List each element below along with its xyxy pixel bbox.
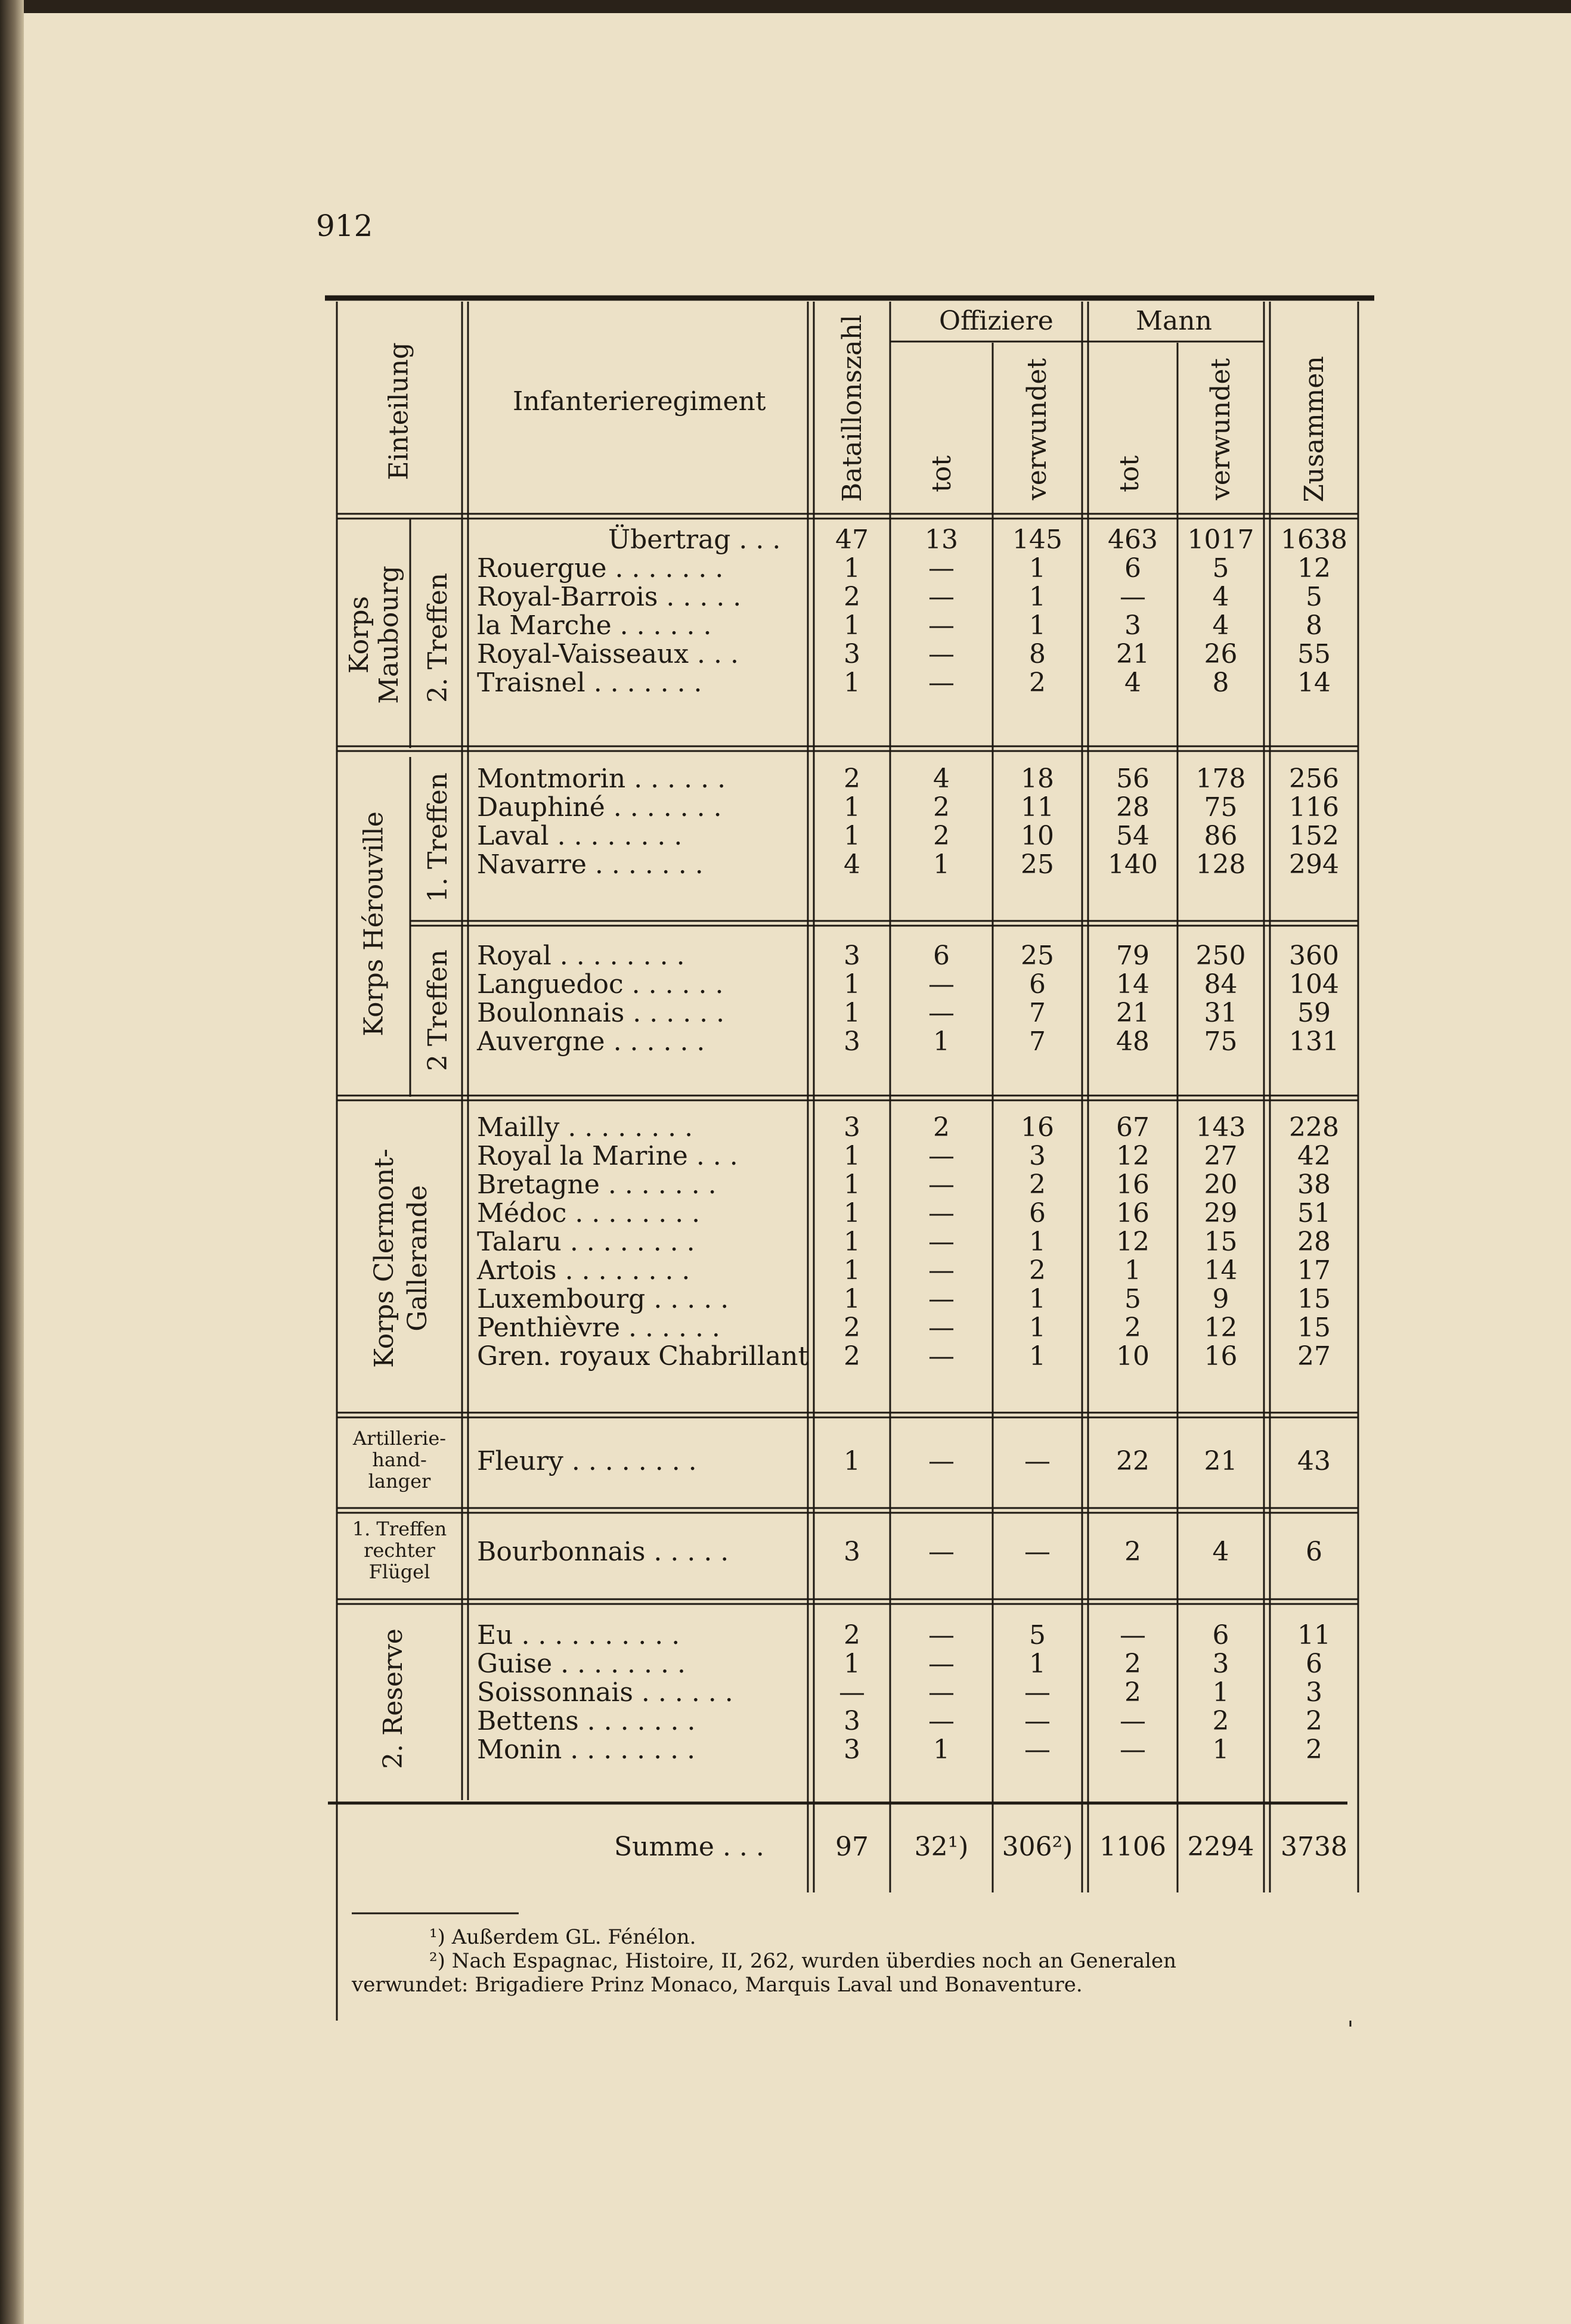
cell-navarre-z: 294 (1289, 849, 1339, 880)
cell-guise-mt: 2 (1124, 1649, 1141, 1679)
header-mann-verwundet: verwundet (1206, 358, 1236, 501)
cell-uebertrag-ot: 13 (925, 525, 958, 555)
cell-boulonnais-bat: 1 (844, 998, 860, 1028)
cell-royal_la_marine-mv: 27 (1204, 1141, 1238, 1171)
cell-uebertrag-mt: 463 (1108, 525, 1158, 555)
cell-la_marche-ot: — (928, 610, 955, 641)
cell-traisnel-ov: 2 (1029, 668, 1046, 698)
cell-mailly-z: 228 (1289, 1112, 1339, 1143)
cell-laval-ot: 2 (933, 821, 950, 851)
cell-boulonnais-mt: 21 (1116, 998, 1149, 1028)
cell-monin-mv: 1 (1212, 1735, 1229, 1765)
row-name-royal: Royal . . . . . . . . (477, 941, 685, 971)
cell-talaru-ot: — (928, 1227, 955, 1257)
cell-penthievre-ot: — (928, 1313, 955, 1343)
cell-languedoc-ot: — (928, 969, 955, 1000)
row-name-talaru: Talaru . . . . . . . . (477, 1227, 695, 1257)
cell-navarre-mt: 140 (1108, 849, 1158, 880)
cell-languedoc-bat: 1 (844, 969, 860, 1000)
row-name-traisnel: Traisnel . . . . . . . (477, 668, 702, 698)
cell-royal_la_marine-ot: — (928, 1141, 955, 1171)
summe-z: 3738 (1281, 1832, 1347, 1862)
cell-bettens-bat: 3 (844, 1706, 860, 1736)
cell-gren_royaux-bat: 2 (844, 1341, 860, 1372)
cell-medoc-z: 51 (1297, 1198, 1331, 1228)
cell-auvergne-ot: 1 (933, 1026, 950, 1057)
cell-gren_royaux-z: 27 (1297, 1341, 1331, 1372)
cell-royal_la_marine-ov: 3 (1029, 1141, 1046, 1171)
cell-fleury-z: 43 (1297, 1446, 1331, 1476)
cell-dauphine-mv: 75 (1204, 792, 1238, 823)
header-bataillonszahl: Bataillonszahl (837, 315, 867, 502)
cell-medoc-ot: — (928, 1198, 955, 1228)
cell-royal_vaisseaux-ot: — (928, 639, 955, 669)
row-name-la_marche: la Marche . . . . . . (477, 610, 712, 641)
cell-penthievre-mt: 2 (1124, 1313, 1141, 1343)
cell-royal-z: 360 (1289, 941, 1339, 971)
cell-royal_la_marine-mt: 12 (1116, 1141, 1149, 1171)
cell-boulonnais-ot: — (928, 998, 955, 1028)
header-offiziere: Offiziere (939, 306, 1053, 336)
group-korps-maubourg: Korps Maubourg (343, 566, 404, 704)
cell-fleury-bat: 1 (844, 1446, 860, 1476)
cell-montmorin-bat: 2 (844, 764, 860, 794)
cell-laval-mt: 54 (1116, 821, 1149, 851)
cell-bretagne-ot: — (928, 1169, 955, 1200)
group-korps-herouville: Korps Hérouville (358, 811, 389, 1037)
cell-bourbonnais-ot: — (928, 1537, 955, 1567)
summe-mv: 2294 (1187, 1832, 1254, 1862)
cell-medoc-bat: 1 (844, 1198, 860, 1228)
cell-la_marche-z: 8 (1306, 610, 1322, 641)
cell-talaru-ov: 1 (1029, 1227, 1046, 1257)
summe-bat: 97 (835, 1832, 869, 1862)
page-number: 912 (316, 209, 373, 243)
cell-rouergue-ot: — (928, 553, 955, 584)
summe-mt: 1106 (1099, 1832, 1166, 1862)
cell-bretagne-bat: 1 (844, 1169, 860, 1200)
row-name-artois: Artois . . . . . . . . (477, 1255, 690, 1286)
cell-traisnel-mt: 4 (1124, 668, 1141, 698)
cell-montmorin-z: 256 (1289, 764, 1339, 794)
summe-ov: 306²) (1002, 1832, 1073, 1862)
cell-bourbonnais-z: 6 (1306, 1537, 1322, 1567)
cell-traisnel-bat: 1 (844, 668, 860, 698)
cell-languedoc-ov: 6 (1029, 969, 1046, 1000)
cell-medoc-mv: 29 (1204, 1198, 1238, 1228)
footnote-1: ¹) Außerdem GL. Fénélon. (429, 1925, 696, 1949)
cell-eu-bat: 2 (844, 1620, 860, 1650)
row-name-boulonnais: Boulonnais . . . . . . (477, 998, 725, 1028)
cell-royal_barrois-mv: 4 (1212, 582, 1229, 612)
row-name-royal_la_marine: Royal la Marine . . . (477, 1141, 738, 1171)
row-name-laval: Laval . . . . . . . . (477, 821, 683, 851)
cell-guise-bat: 1 (844, 1649, 860, 1679)
cell-montmorin-ot: 4 (933, 764, 950, 794)
cell-monin-bat: 3 (844, 1735, 860, 1765)
row-name-soissonnais: Soissonnais . . . . . . (477, 1677, 733, 1708)
row-name-uebertrag: Übertrag . . . (608, 525, 781, 555)
summe-ot: 32¹) (914, 1832, 969, 1862)
row-name-royal_barrois: Royal-Barrois . . . . . (477, 582, 742, 612)
cell-monin-z: 2 (1306, 1735, 1322, 1765)
cell-artois-mt: 1 (1124, 1255, 1141, 1286)
cell-navarre-mv: 128 (1195, 849, 1246, 880)
cell-montmorin-mv: 178 (1195, 764, 1246, 794)
cell-guise-ot: — (928, 1649, 955, 1679)
cell-royal_vaisseaux-mv: 26 (1204, 639, 1238, 669)
cell-rouergue-bat: 1 (844, 553, 860, 584)
cell-boulonnais-z: 59 (1297, 998, 1331, 1028)
cell-boulonnais-mv: 31 (1204, 998, 1238, 1028)
cell-laval-mv: 86 (1204, 821, 1238, 851)
cell-penthievre-mv: 12 (1204, 1313, 1238, 1343)
cell-soissonnais-ot: — (928, 1677, 955, 1708)
summe-label: Summe . . . (614, 1832, 764, 1862)
cell-eu-ot: — (928, 1620, 955, 1650)
cell-navarre-bat: 4 (844, 849, 860, 880)
row-name-luxembourg: Luxembourg . . . . . (477, 1284, 729, 1314)
cell-penthievre-z: 15 (1297, 1313, 1331, 1343)
header-infanterieregiment: Infanterieregiment (513, 386, 766, 417)
cell-eu-ov: 5 (1029, 1620, 1046, 1650)
cell-royal-mt: 79 (1116, 941, 1149, 971)
cell-languedoc-mt: 14 (1116, 969, 1149, 1000)
cell-medoc-ov: 6 (1029, 1198, 1046, 1228)
group-treffen-rechter: 1. Treffen rechter Flügel (352, 1518, 447, 1583)
cell-traisnel-mv: 8 (1212, 668, 1229, 698)
cell-traisnel-z: 14 (1297, 668, 1331, 698)
cell-royal_vaisseaux-z: 55 (1297, 639, 1331, 669)
row-name-dauphine: Dauphiné . . . . . . . (477, 792, 722, 823)
cell-fleury-ot: — (928, 1446, 955, 1476)
cell-penthievre-ov: 1 (1029, 1313, 1046, 1343)
row-name-montmorin: Montmorin . . . . . . (477, 764, 726, 794)
cell-monin-mt: — (1120, 1735, 1146, 1765)
cell-bourbonnais-mt: 2 (1124, 1537, 1141, 1567)
cell-bretagne-mt: 16 (1116, 1169, 1149, 1200)
cell-fleury-ov: — (1024, 1446, 1051, 1476)
cell-royal-ov: 25 (1021, 941, 1054, 971)
row-name-languedoc: Languedoc . . . . . . (477, 969, 724, 1000)
cell-eu-z: 11 (1297, 1620, 1331, 1650)
cell-la_marche-ov: 1 (1029, 610, 1046, 641)
cell-talaru-bat: 1 (844, 1227, 860, 1257)
cell-bettens-ov: — (1024, 1706, 1051, 1736)
cell-languedoc-z: 104 (1289, 969, 1339, 1000)
header-zusammen: Zusammen (1299, 356, 1330, 502)
cell-dauphine-z: 116 (1289, 792, 1339, 823)
row-name-bettens: Bettens . . . . . . . (477, 1706, 696, 1736)
cell-laval-ov: 10 (1021, 821, 1054, 851)
group-treffen-1-herouville: 1. Treffen (423, 772, 453, 903)
cell-artois-ot: — (928, 1255, 955, 1286)
cell-royal_barrois-mt: — (1120, 582, 1146, 612)
cell-gren_royaux-mt: 10 (1116, 1341, 1149, 1372)
cell-fleury-mv: 21 (1204, 1446, 1238, 1476)
cell-uebertrag-z: 1638 (1281, 525, 1347, 555)
cell-bettens-mt: — (1120, 1706, 1146, 1736)
group-treffen-2-maubourg: 2. Treffen (423, 572, 453, 703)
cell-royal-bat: 3 (844, 941, 860, 971)
row-name-penthievre: Penthièvre . . . . . . (477, 1313, 720, 1343)
cell-auvergne-mv: 75 (1204, 1026, 1238, 1057)
cell-montmorin-ov: 18 (1021, 764, 1054, 794)
cell-laval-bat: 1 (844, 821, 860, 851)
cell-la_marche-mv: 4 (1212, 610, 1229, 641)
cell-monin-ot: 1 (933, 1735, 950, 1765)
cell-luxembourg-mv: 9 (1212, 1284, 1229, 1314)
cell-artois-z: 17 (1297, 1255, 1331, 1286)
group-korps-clermont: Korps Clermont- Gallerande (368, 1149, 433, 1368)
cell-mailly-ot: 2 (933, 1112, 950, 1143)
cell-auvergne-z: 131 (1289, 1026, 1339, 1057)
row-name-bourbonnais: Bourbonnais . . . . . (477, 1537, 729, 1567)
cell-luxembourg-ot: — (928, 1284, 955, 1314)
cell-royal_la_marine-z: 42 (1297, 1141, 1331, 1171)
cell-talaru-mt: 12 (1116, 1227, 1149, 1257)
row-name-fleury: Fleury . . . . . . . . (477, 1446, 697, 1476)
cell-bourbonnais-bat: 3 (844, 1537, 860, 1567)
cell-royal-mv: 250 (1195, 941, 1246, 971)
row-name-gren_royaux: Gren. royaux Chabrillant (477, 1341, 809, 1372)
cell-royal_barrois-bat: 2 (844, 582, 860, 612)
cell-soissonnais-z: 3 (1306, 1677, 1322, 1708)
cell-eu-mv: 6 (1212, 1620, 1229, 1650)
cell-la_marche-bat: 1 (844, 610, 860, 641)
row-name-rouergue: Rouergue . . . . . . . (477, 553, 724, 584)
cell-bourbonnais-mv: 4 (1212, 1537, 1229, 1567)
cell-rouergue-mt: 6 (1124, 553, 1141, 584)
cell-boulonnais-ov: 7 (1029, 998, 1046, 1028)
cell-talaru-mv: 15 (1204, 1227, 1238, 1257)
cell-royal_vaisseaux-ov: 8 (1029, 639, 1046, 669)
row-name-navarre: Navarre . . . . . . . (477, 849, 704, 880)
cell-dauphine-ov: 11 (1021, 792, 1054, 823)
cell-luxembourg-z: 15 (1297, 1284, 1331, 1314)
cell-bettens-z: 2 (1306, 1706, 1322, 1736)
cell-dauphine-mt: 28 (1116, 792, 1149, 823)
cell-guise-ov: 1 (1029, 1649, 1046, 1679)
cell-rouergue-z: 12 (1297, 553, 1331, 584)
cell-dauphine-bat: 1 (844, 792, 860, 823)
cell-royal_barrois-z: 5 (1306, 582, 1322, 612)
cell-royal_vaisseaux-bat: 3 (844, 639, 860, 669)
cell-gren_royaux-mv: 16 (1204, 1341, 1238, 1372)
cell-artois-ov: 2 (1029, 1255, 1046, 1286)
cell-soissonnais-ov: — (1024, 1677, 1051, 1708)
cell-navarre-ot: 1 (933, 849, 950, 880)
cell-guise-z: 6 (1306, 1649, 1322, 1679)
cell-rouergue-ov: 1 (1029, 553, 1046, 584)
cell-soissonnais-mv: 1 (1212, 1677, 1229, 1708)
cell-royal_la_marine-bat: 1 (844, 1141, 860, 1171)
cell-penthievre-bat: 2 (844, 1313, 860, 1343)
cell-mailly-bat: 3 (844, 1112, 860, 1143)
cell-bretagne-z: 38 (1297, 1169, 1331, 1200)
row-name-bretagne: Bretagne . . . . . . . (477, 1169, 717, 1200)
cell-eu-mt: — (1120, 1620, 1146, 1650)
cell-royal_barrois-ov: 1 (1029, 582, 1046, 612)
cell-medoc-mt: 16 (1116, 1198, 1149, 1228)
footnote-2-line2: verwundet: Brigadiere Prinz Monaco, Marquis Laval und Bonaventure. (352, 1973, 1083, 1997)
cell-bettens-mv: 2 (1212, 1706, 1229, 1736)
header-mann-tot: tot (1114, 455, 1145, 492)
row-name-guise: Guise . . . . . . . . (477, 1649, 686, 1679)
cell-artois-bat: 1 (844, 1255, 860, 1286)
cell-royal_barrois-ot: — (928, 582, 955, 612)
cell-bretagne-mv: 20 (1204, 1169, 1238, 1200)
cell-uebertrag-mv: 1017 (1187, 525, 1254, 555)
header-einteilung: Einteilung (384, 342, 414, 480)
cell-uebertrag-ov: 145 (1012, 525, 1062, 555)
row-name-monin: Monin . . . . . . . . (477, 1735, 696, 1765)
cell-bettens-ot: — (928, 1706, 955, 1736)
cell-luxembourg-bat: 1 (844, 1284, 860, 1314)
cell-luxembourg-ov: 1 (1029, 1284, 1046, 1314)
cell-laval-z: 152 (1289, 821, 1339, 851)
cell-royal-ot: 6 (933, 941, 950, 971)
header-mann: Mann (1136, 306, 1212, 336)
cell-rouergue-mv: 5 (1212, 553, 1229, 584)
group-treffen-2-herouville: 2 Treffen (423, 949, 454, 1072)
cell-auvergne-mt: 48 (1116, 1026, 1149, 1057)
cell-navarre-ov: 25 (1021, 849, 1054, 880)
cell-luxembourg-mt: 5 (1124, 1284, 1141, 1314)
cell-languedoc-mv: 84 (1204, 969, 1238, 1000)
row-name-eu: Eu . . . . . . . . . . (477, 1620, 680, 1650)
cell-royal_vaisseaux-mt: 21 (1116, 639, 1149, 669)
cell-talaru-z: 28 (1297, 1227, 1331, 1257)
cell-mailly-mt: 67 (1116, 1112, 1149, 1143)
cell-mailly-mv: 143 (1195, 1112, 1246, 1143)
cell-soissonnais-mt: 2 (1124, 1677, 1141, 1708)
row-name-royal_vaisseaux: Royal-Vaisseaux . . . (477, 639, 739, 669)
group-artillerie: Artillerie- hand- langer (352, 1427, 447, 1493)
cell-dauphine-ot: 2 (933, 792, 950, 823)
group-reserve: 2. Reserve (378, 1628, 408, 1769)
row-name-medoc: Médoc . . . . . . . . (477, 1198, 701, 1228)
header-offiziere-tot: tot (926, 455, 957, 492)
cell-monin-ov: — (1024, 1735, 1051, 1765)
cell-guise-mv: 3 (1212, 1649, 1229, 1679)
cell-soissonnais-bat: — (839, 1677, 865, 1708)
cell-la_marche-mt: 3 (1124, 610, 1141, 641)
footnote-2-line1: ²) Nach Espagnac, Histoire, II, 262, wurden überdies noch an Generalen (429, 1949, 1177, 1973)
cell-uebertrag-bat: 47 (835, 525, 869, 555)
cell-auvergne-ov: 7 (1029, 1026, 1046, 1057)
cell-mailly-ov: 16 (1021, 1112, 1054, 1143)
row-name-mailly: Mailly . . . . . . . . (477, 1112, 693, 1143)
row-name-auvergne: Auvergne . . . . . . (477, 1026, 705, 1057)
cell-gren_royaux-ot: — (928, 1341, 955, 1372)
cell-traisnel-ot: — (928, 668, 955, 698)
header-offiziere-verwundet: verwundet (1022, 358, 1052, 501)
cell-bourbonnais-ov: — (1024, 1537, 1051, 1567)
cell-montmorin-mt: 56 (1116, 764, 1149, 794)
cell-fleury-mt: 22 (1116, 1446, 1149, 1476)
cell-artois-mv: 14 (1204, 1255, 1238, 1286)
cell-gren_royaux-ov: 1 (1029, 1341, 1046, 1372)
cell-auvergne-bat: 3 (844, 1026, 860, 1057)
cell-bretagne-ov: 2 (1029, 1169, 1046, 1200)
